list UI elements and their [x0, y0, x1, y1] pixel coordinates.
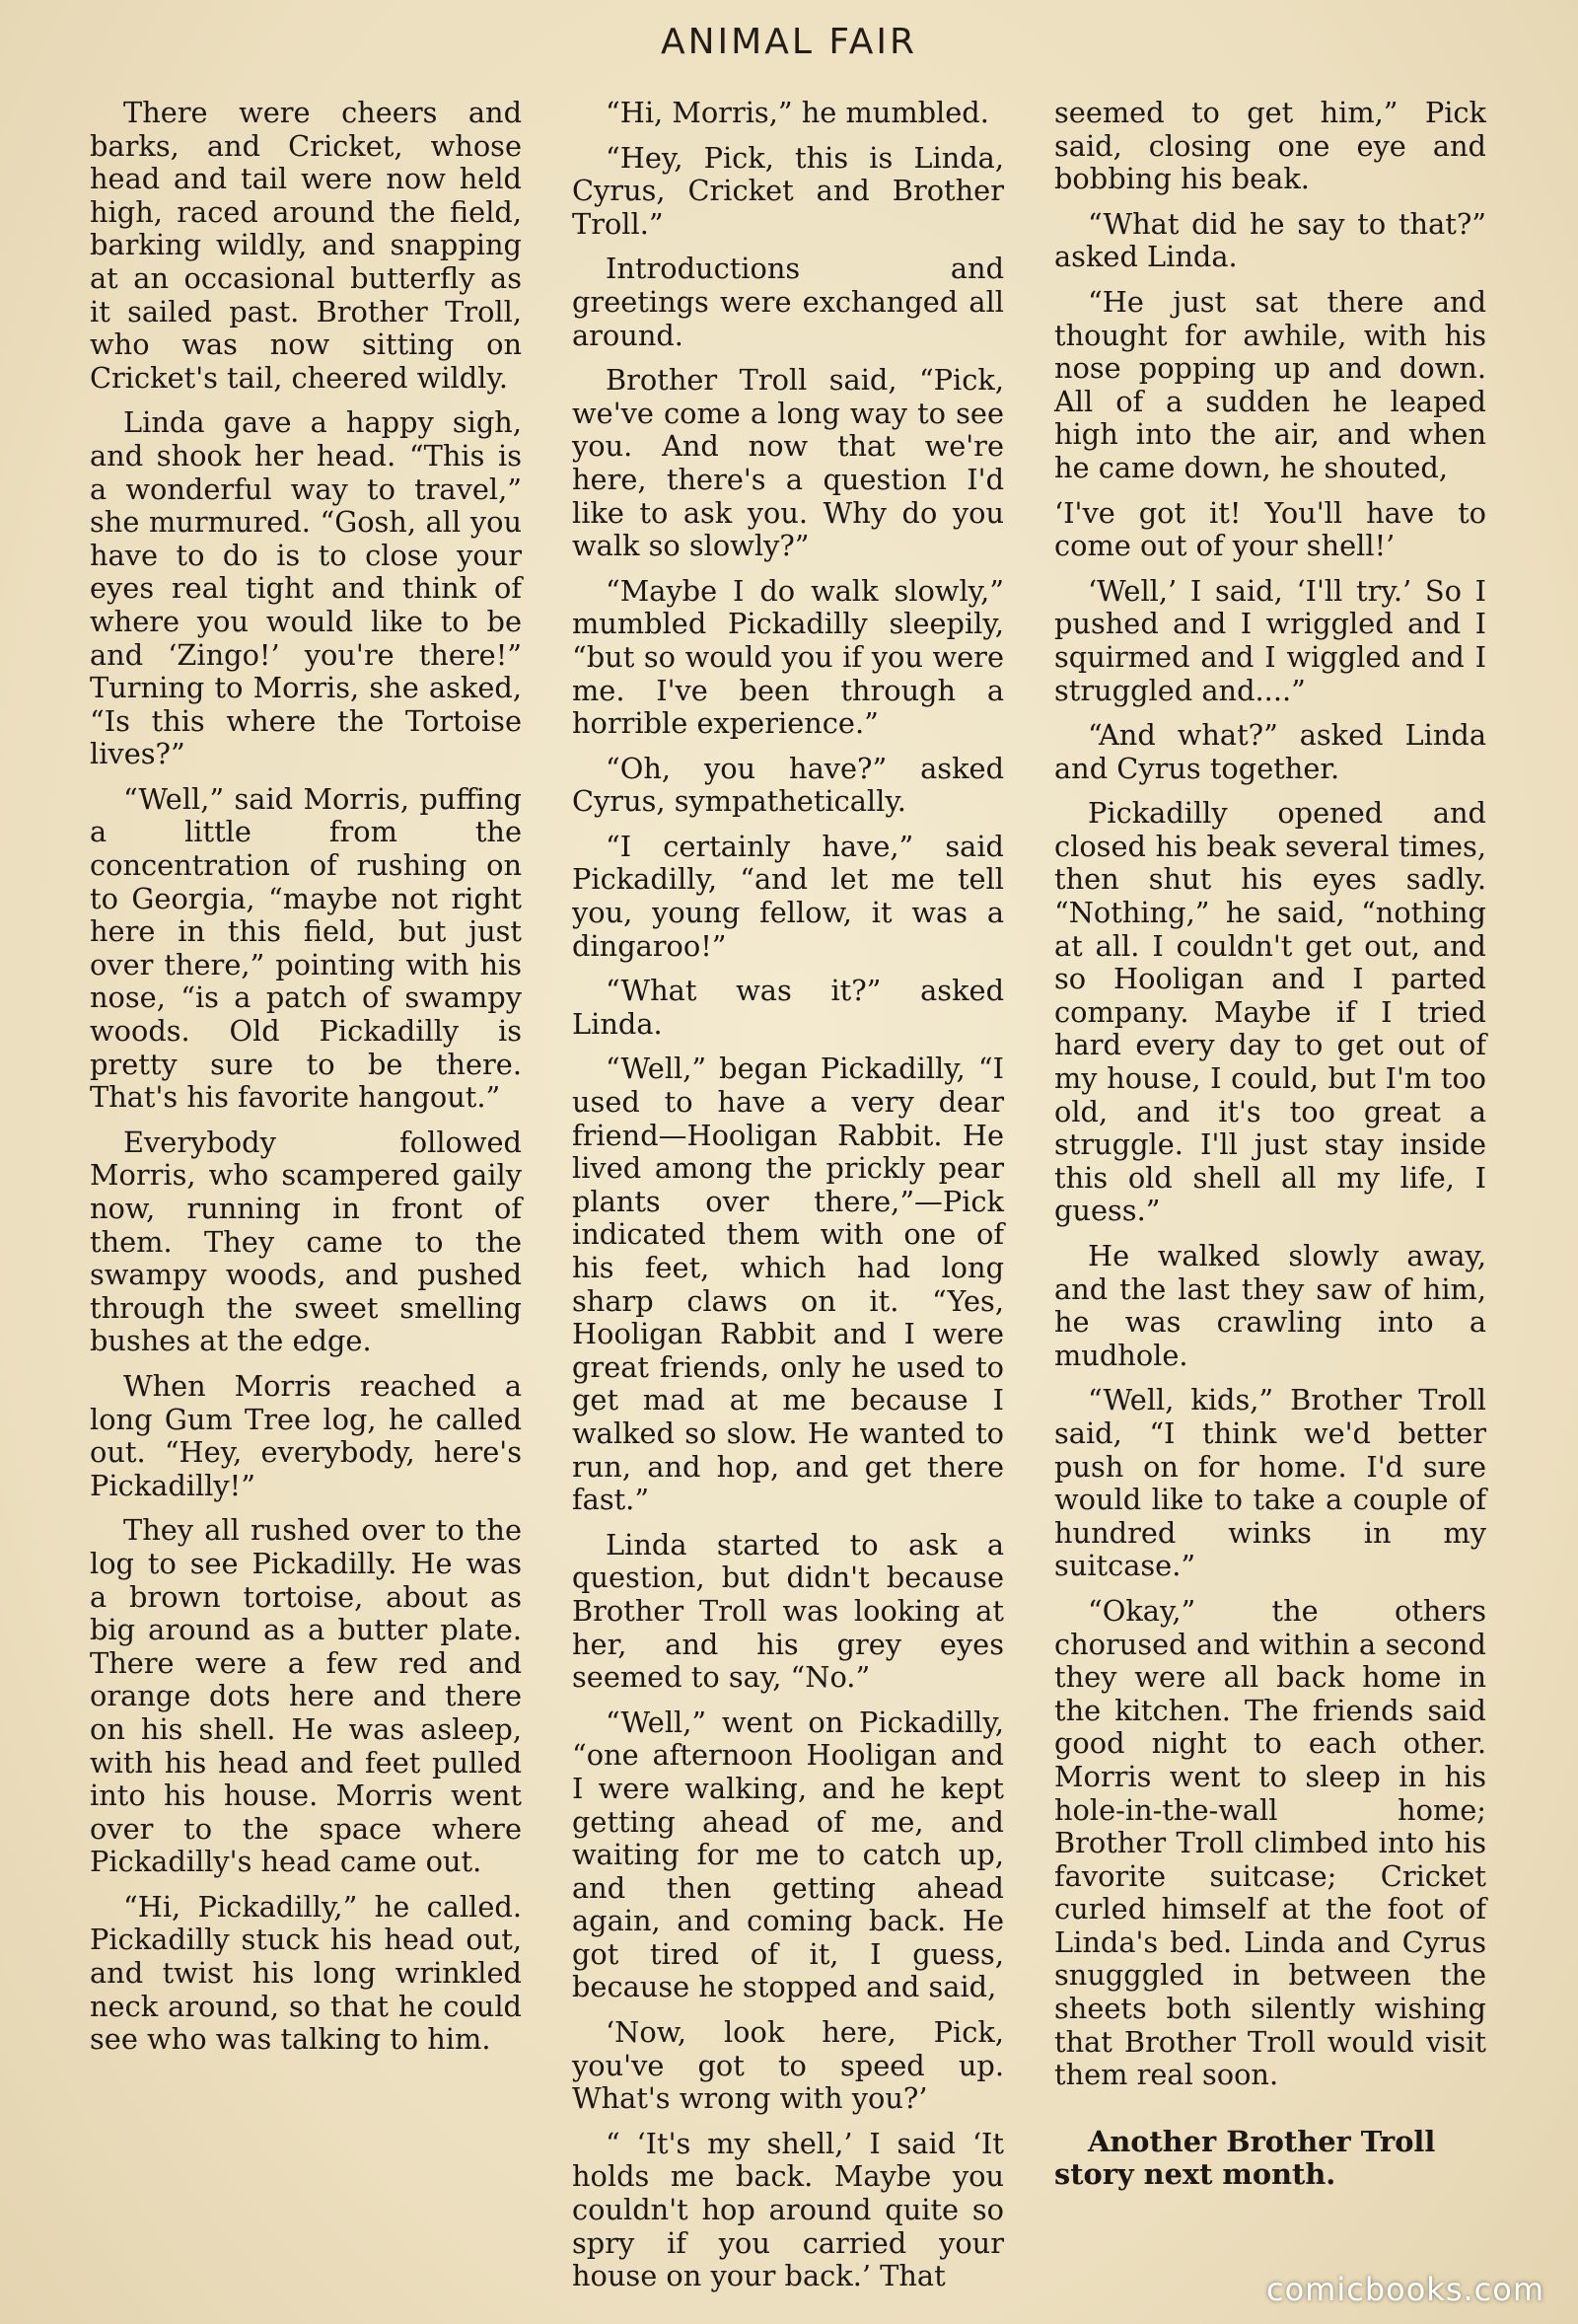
paragraph: “What was it?” asked Linda.	[572, 974, 1004, 1041]
text-column-1	[90, 97, 522, 2069]
paragraph: “What did he say to that?” asked Linda.	[1054, 206, 1486, 274]
paragraph: “And what?” asked Linda and Cyrus together.	[1054, 718, 1486, 785]
paragraph: ‘Well,’ I said, ‘I'll try.’ So I pushed and I wriggled and I squirmed and I wiggled and I struggled and....”	[1054, 573, 1486, 707]
paragraph: Everybody followed Morris, who scampered gaily now, running in front of them. They came to the swampy woods, and pushed through the sweet smelling bushes at the edge.	[90, 1125, 522, 1358]
paragraph: They all rushed over to the log to see Pickadilly. He was a brown tortoise, about as big around as a butter plate. There were a few red and orange dots here and there on his shell. He was asleep, with his head and feet pulled into his house. Morris went over to the space where Pickadilly's head came out.	[90, 1513, 522, 1879]
text-column-2	[572, 97, 1004, 2305]
paragraph: “Hi, Morris,” he mumbled.	[606, 96, 989, 129]
paragraph: ‘Now, look here, Pick, you've got to speed up. What's wrong with you?’	[572, 2015, 1004, 2116]
paragraph: “Well,” went on Pickadilly, “one afternoon Hooligan and I were walking, and he kept getting ahead of me, and waiting for me to catch up, and then getting ahead again, and coming back. He got tired of it, I guess, because he stopped and said,	[572, 1705, 1004, 2004]
paragraph: seemed to get him,” Pick said, closing one eye and bobbing his beak.	[1054, 96, 1486, 196]
paragraph: “Maybe I do walk slowly,” mumbled Pickadilly sleepily, “but so would you if you were me. I've been through a horrible experience.”	[572, 573, 1004, 741]
paragraph: “ ‘It's my shell,’ I said ‘It holds me back. Maybe you couldn't hop around quite so spry if you carried your house on your back.’ That	[572, 2126, 1004, 2293]
paragraph: “Hi, Pickadilly,” he called. Pickadilly stuck his head out, and twist his long wrinkled neck around, so that he could see who was talking to him.	[90, 1889, 522, 2057]
paragraph: Linda started to ask a question, but didn't because Brother Troll was looking at her, and his grey eyes seemed to say, “No.”	[572, 1527, 1004, 1695]
paragraph: “Okay,” the others chorused and within a second they were all back home in the kitchen. The friends said good night to each other. Morris went to sleep in his hole-in-the-wall home; Brother Troll climbed into his favorite suitcase; Cricket curled himself at the foot of Linda's bed. Linda and Cyrus snugggled in between the sheets both silently wishing that Brother Troll would visit them real soon.	[1054, 1593, 1486, 2092]
paragraph: Pickadilly opened and closed his beak several times, then shut his eyes sadly. “Nothing,” he said, “nothing at all. I couldn't get out, and so Hooligan and I parted company. Maybe if I tried hard every day to get out of my house, I could, but I'm too old, and it's too great a struggle. I'll just stay inside this old shell all my life, I guess.”	[1054, 796, 1486, 1228]
paragraph: Brother Troll said, “Pick, we've come a long way to see you. And now that we're here, there's a question I'd like to ask you. Why do you walk so slowly?”	[572, 363, 1004, 563]
watermark: comicbooks.com	[1265, 2271, 1544, 2308]
closing-note: Another Brother Troll story next month.	[1054, 2124, 1436, 2192]
paragraph: He walked slowly away, and the last they saw of him, he was crawling into a mudhole.	[1054, 1239, 1486, 1372]
paragraph: “Oh, you have?” asked Cyrus, sympathetically.	[572, 751, 1004, 819]
text-column-3	[1054, 97, 1486, 2204]
paragraph: There were cheers and barks, and Cricket, whose head and tail were now held high, raced around the field, barking wildly, and snapping at an occasional butterfly as it sailed past. Brother Troll, who was now sitting on Cricket's tail, cheered wildly.	[90, 96, 522, 395]
paragraph: “He just sat there and thought for awhile, with his nose popping up and down. All of a sudden he leaped high into the air, and when he came down, he shouted,	[1054, 284, 1486, 484]
paragraph: ‘I've got it! You'll have to come out of your shell!’	[1054, 495, 1486, 563]
paragraph: Linda gave a happy sigh, and shook her head. “This is a wonderful way to travel,” she murmured. “Gosh, all you have to do is to close your eyes real tight and think of where you would like to be and ‘Zingo!’ you're there!” Turning to Morris, she asked, “Is this where the Tortoise lives?”	[90, 405, 522, 771]
paragraph: “Well,” began Pickadilly, “I used to have a very dear friend—Hooligan Rabbit. He lived among the prickly pear plants over there,”—Pick indicated them with one of his feet, which had long sharp claws on it. “Yes, Hooligan Rabbit and I were great friends, only he used to get mad at me because I walked so slow. He wanted to run, and hop, and get there fast.”	[572, 1052, 1004, 1517]
paragraph: “I certainly have,” said Pickadilly, “and let me tell you, young fellow, it was a dingaroo!”	[572, 829, 1004, 963]
paragraph: When Morris reached a long Gum Tree log, he called out. “Hey, everybody, here's Pickadilly!”	[90, 1368, 522, 1502]
paragraph: “Well, kids,” Brother Troll said, “I think we'd better push on for home. I'd sure would like to take a couple of hundred winks in my suitcase.”	[1054, 1383, 1486, 1583]
page-title: ANIMAL FAIR	[660, 22, 918, 62]
paragraph: Introductions and greetings were exchanged all around.	[572, 252, 1004, 352]
paragraph: “Well,” said Morris, puffing a little from the concentration of rushing on to Georgia, “maybe not right here in this field, but just over there,” pointing with his nose, “is a patch of swampy woods. Old Pickadilly is pretty sure to be there. That's his favorite hangout.”	[90, 781, 522, 1115]
paragraph: “Hey, Pick, this is Linda, Cyrus, Cricket and Brother Troll.”	[572, 140, 1004, 241]
